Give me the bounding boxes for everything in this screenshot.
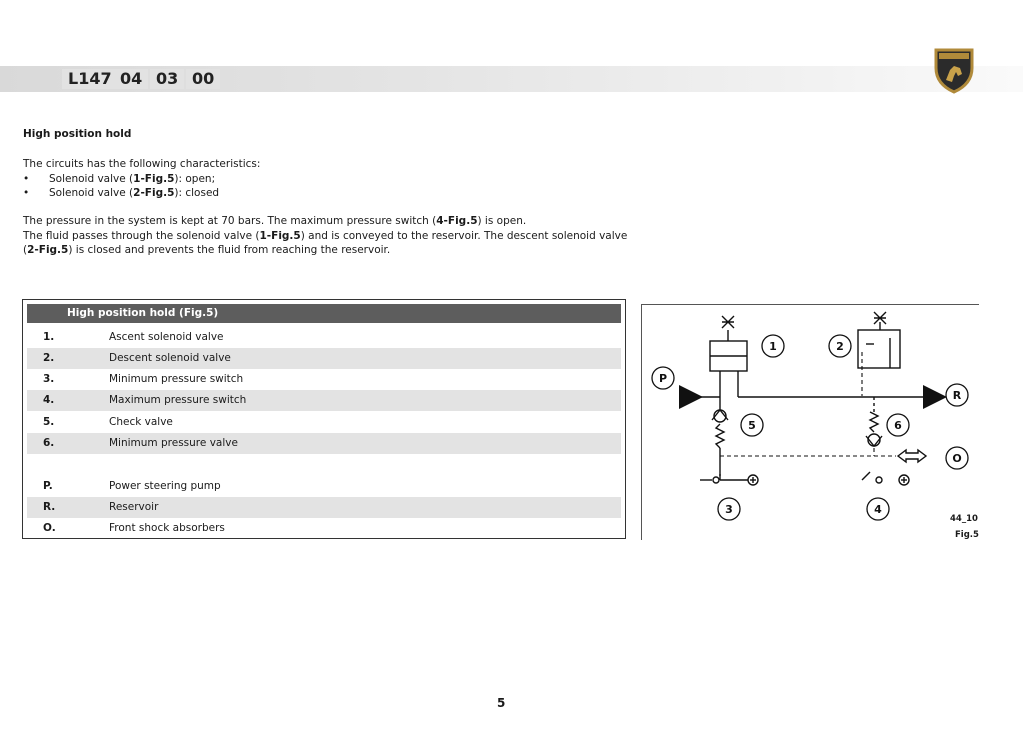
doc-code-subgroup: 03 bbox=[150, 69, 184, 89]
lamborghini-shield-logo bbox=[932, 46, 976, 94]
bullet-dot: • bbox=[23, 173, 30, 185]
legend-title: High position hold (Fig.5) bbox=[27, 304, 621, 323]
description-line-3: (2-Fig.5) is closed and prevents the fluid from reaching the reservoir. bbox=[23, 244, 391, 256]
legend-row: O. Front shock absorbers bbox=[43, 522, 225, 534]
callout-1: 1 bbox=[769, 340, 777, 353]
legend-row: 1. Ascent solenoid valve bbox=[43, 331, 224, 343]
section-title: High position hold bbox=[23, 128, 132, 140]
intro-text: The circuits has the following characteristics: bbox=[23, 158, 261, 170]
figure-id: 44_10 bbox=[950, 514, 978, 524]
callout-p: P bbox=[658, 372, 668, 385]
bullet-dot: • bbox=[23, 187, 30, 199]
legend-row: 4. Maximum pressure switch bbox=[27, 390, 621, 411]
legend-row: 3. Minimum pressure switch bbox=[43, 373, 244, 385]
callout-2: 2 bbox=[836, 340, 844, 353]
hydraulic-circuit-diagram bbox=[642, 305, 979, 540]
legend-row: 6. Minimum pressure valve bbox=[27, 433, 621, 454]
callout-4: 4 bbox=[874, 503, 882, 516]
callout-o: O bbox=[952, 452, 962, 465]
callout-3: 3 bbox=[725, 503, 733, 516]
legend-row: 5. Check valve bbox=[43, 416, 173, 428]
legend-table bbox=[22, 299, 626, 539]
description-line-1: The pressure in the system is kept at 70 bars. The maximum pressure switch (4-Fig.5) is open. bbox=[23, 215, 527, 227]
callout-6: 6 bbox=[894, 419, 902, 432]
legend-row bbox=[27, 454, 621, 475]
legend-row: P. Power steering pump bbox=[43, 480, 221, 492]
doc-code-model: L147 bbox=[62, 69, 118, 89]
doc-code-group: 04 bbox=[114, 69, 148, 89]
figure-reference: 1-Fig.5 bbox=[133, 173, 175, 185]
callout-5: 5 bbox=[748, 419, 756, 432]
bullet-item: • Solenoid valve (2-Fig.5): closed bbox=[23, 187, 220, 199]
figure-label: Fig.5 bbox=[955, 530, 979, 540]
bullet-item: • Solenoid valve (1-Fig.5): open; bbox=[23, 173, 216, 185]
callout-r: R bbox=[952, 389, 962, 402]
legend-row: R. Reservoir bbox=[27, 497, 621, 518]
page-number: 5 bbox=[497, 696, 506, 710]
description-line-2: The fluid passes through the solenoid valve (1-Fig.5) and is conveyed to the reservoir. The descent solenoid valve bbox=[23, 230, 628, 242]
doc-code-item: 00 bbox=[186, 69, 220, 89]
legend-row: 2. Descent solenoid valve bbox=[27, 348, 621, 369]
figure-reference: 2-Fig.5 bbox=[133, 187, 175, 199]
